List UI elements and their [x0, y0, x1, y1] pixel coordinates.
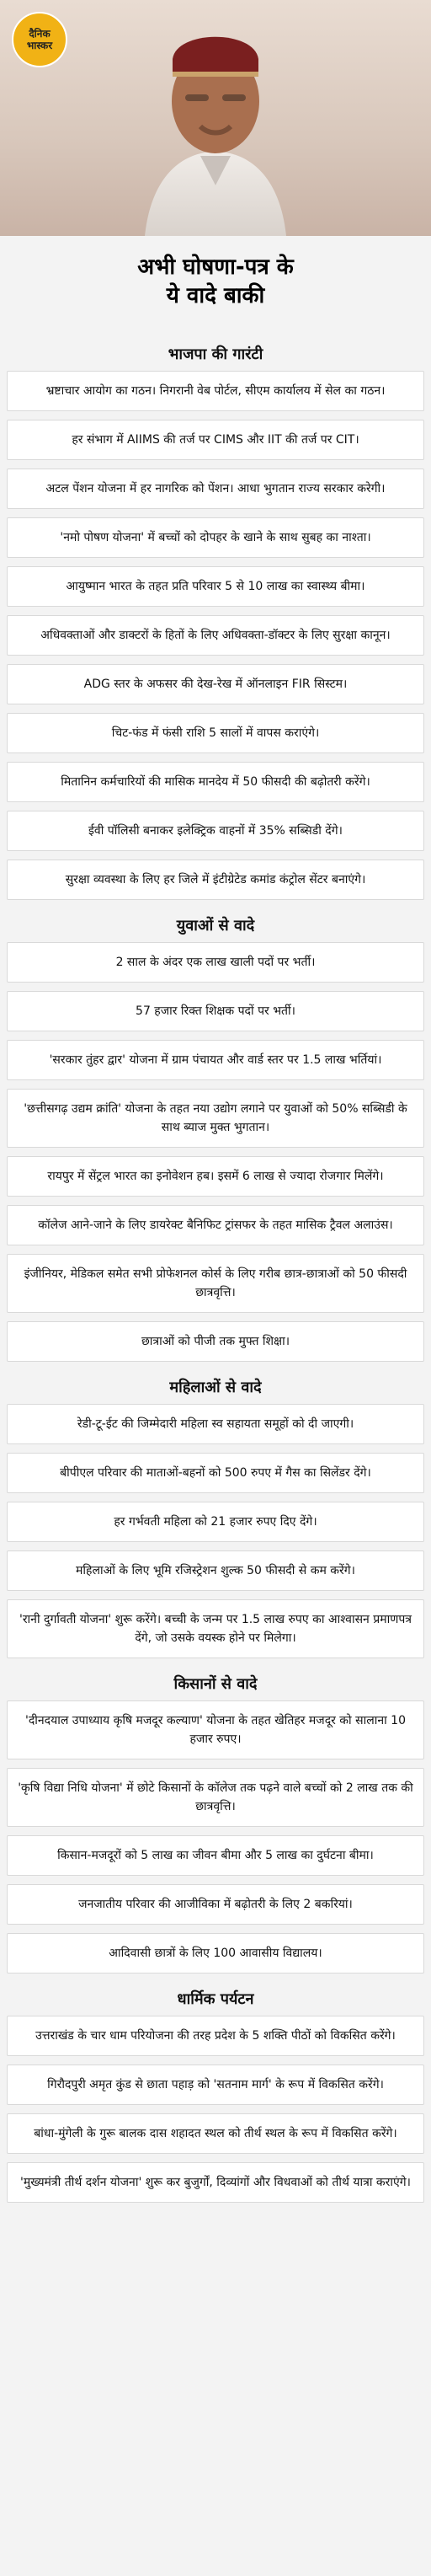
list-item: बीपीएल परिवार की माताओं-बहनों को 500 रुपए में गैस का सिलेंडर देंगे। — [7, 1453, 424, 1493]
section-title: महिलाओं से वादे — [169, 1379, 262, 1396]
list-item: 2 साल के अंदर एक लाख खाली पदों पर भर्ती। — [7, 942, 424, 983]
list-item: 'मुख्यमंत्री तीर्थ दर्शन योजना' शुरू कर बुजुर्गों, दिव्यांगों और विधवाओं को तीर्थ यात्रा कराएंगे। — [7, 2162, 424, 2203]
list-item: हर संभाग में AIIMS की तर्ज पर CIMS और IIT की तर्ज पर CIT। — [7, 420, 424, 460]
list-item: इंजीनियर, मेडिकल समेत सभी प्रोफेशनल कोर्स के लिए गरीब छात्र-छात्राओं को 50 फीसदी छात्रवृत्ति। — [7, 1254, 424, 1313]
brand-logo-text: दैनिक भास्कर — [26, 28, 53, 51]
list-item: हर गर्भवती महिला को 21 हजार रुपए दिए देंगे। — [7, 1502, 424, 1542]
page-title-text: अभी घोषणा-पत्र के ये वादे बाकी — [137, 254, 294, 308]
list-item: आदिवासी छात्रों के लिए 100 आवासीय विद्यालय। — [7, 1933, 424, 1974]
promise-list — [7, 329, 424, 2203]
list-item: आयुष्मान भारत के तहत प्रति परिवार 5 से 10 लाख का स्वास्थ्य बीमा। — [7, 566, 424, 607]
section-items — [7, 2016, 424, 2203]
list-item: किसान-मजदूरों को 5 लाख का जीवन बीमा और 5 लाख का दुर्घटना बीमा। — [7, 1835, 424, 1876]
list-item: चिट-फंड में फंसी राशि 5 सालों में वापस कराएंगे। — [7, 713, 424, 753]
hero-banner — [0, 0, 431, 236]
list-item: भ्रष्टाचार आयोग का गठन। निगरानी वेब पोर्टल, सीएम कार्यालय में सेल का गठन। — [7, 371, 424, 411]
portrait-image — [126, 0, 305, 236]
section-items — [7, 1404, 424, 1658]
list-item: महिलाओं के लिए भूमि रजिस्ट्रेशन शुल्क 50 फीसदी से कम करेंगे। — [7, 1550, 424, 1591]
list-item: 57 हजार रिक्त शिक्षक पदों पर भर्ती। — [7, 991, 424, 1031]
list-item: 'छत्तीसगढ़ उद्यम क्रांति' योजना के तहत नया उद्योग लगाने पर युवाओं को 50% सब्सिडी के साथ ब्याज मुक्त भुगतान। — [7, 1089, 424, 1148]
section-title: धार्मिक पर्यटन — [177, 1990, 254, 2008]
list-item: छात्राओं को पीजी तक मुफ्त शिक्षा। — [7, 1321, 424, 1362]
list-item: जनजातीय परिवार की आजीविका में बढ़ोतरी के लिए 2 बकरियां। — [7, 1884, 424, 1925]
list-item: रेडी-टू-ईट की जिम्मेदारी महिला स्व सहायता समूहों को दी जाएगी। — [7, 1404, 424, 1444]
section-religious-tourism — [7, 1989, 424, 2203]
list-item: सुरक्षा व्यवस्था के लिए हर जिले में इंटीग्रेटेड कमांड कंट्रोल सेंटर बनाएंगे। — [7, 860, 424, 900]
section-women-promises — [7, 1377, 424, 1658]
list-item: 'दीनदयाल उपाध्याय कृषि मजदूर कल्याण' योजना के तहत खेतिहर मजदूर को सालाना 10 हजार रुपए। — [7, 1700, 424, 1759]
section-items — [7, 371, 424, 900]
section-youth-promises — [7, 915, 424, 1362]
section-bjp-guarantee — [7, 344, 424, 900]
list-item: उत्तराखंड के चार धाम परियोजना की तरह प्रदेश के 5 शक्ति पीठों को विकसित करेंगे। — [7, 2016, 424, 2056]
list-item: गिरौदपुरी अमृत कुंड से छाता पहाड़ को 'सतनाम मार्ग' के रूप में विकसित करेंगे। — [7, 2065, 424, 2105]
list-item: मितानिन कर्मचारियों की मासिक मानदेय में 50 फीसदी की बढ़ोतरी करेंगे। — [7, 762, 424, 802]
section-items — [7, 1700, 424, 1974]
brand-logo — [12, 12, 67, 67]
section-farmer-promises — [7, 1674, 424, 1974]
list-item: अटल पेंशन योजना में हर नागरिक को पेंशन। आधा भुगतान राज्य सरकार करेगी। — [7, 469, 424, 509]
section-title: भाजपा की गारंटी — [168, 345, 263, 363]
list-item: बांधा-मुंगेली के गुरू बालक दास शहादत स्थल को तीर्थ स्थल के रूप में विकसित करेंगे। — [7, 2113, 424, 2154]
list-item: ADG स्तर के अफसर की देख-रेख में ऑनलाइन FIR सिस्टम। — [7, 664, 424, 704]
list-item: 'रानी दुर्गावती योजना' शुरू करेंगे। बच्ची के जन्म पर 1.5 लाख रुपए का आश्वासन प्रमाणपत्र देंगे, जो उसके वयस्क होने पर मिलेगा। — [7, 1599, 424, 1658]
section-title: किसानों से वादे — [173, 1675, 258, 1693]
list-item: कॉलेज आने-जाने के लिए डायरेक्ट बैनिफिट ट्रांसफर के तहत मासिक ट्रैवल अलाउंस। — [7, 1205, 424, 1245]
list-item: 'कृषि विद्या निधि योजना' में छोटे किसानों के कॉलेज तक पढ़ने वाले बच्चों को 2 लाख तक की छात्रवृत्ति। — [7, 1768, 424, 1827]
list-item: अधिवक्ताओं और डाक्टरों के हितों के लिए अधिवक्ता-डॉक्टर के लिए सुरक्षा कानून। — [7, 615, 424, 656]
list-item: रायपुर में सेंट्रल भारत का इनोवेशन हब। इसमें 6 लाख से ज्यादा रोजगार मिलेंगे। — [7, 1156, 424, 1197]
section-title: युवाओं से वादे — [176, 917, 255, 935]
list-item: 'सरकार तुंहर द्वार' योजना में ग्राम पंचायत और वार्ड स्तर पर 1.5 लाख भर्तियां। — [7, 1040, 424, 1080]
list-item: ईवी पॉलिसी बनाकर इलेक्ट्रिक वाहनों में 35% सब्सिडी देंगे। — [7, 811, 424, 851]
section-items — [7, 942, 424, 1362]
list-item: 'नमो पोषण योजना' में बच्चों को दोपहर के खाने के साथ सुबह का नाश्ता। — [7, 517, 424, 558]
page-title — [0, 253, 431, 310]
